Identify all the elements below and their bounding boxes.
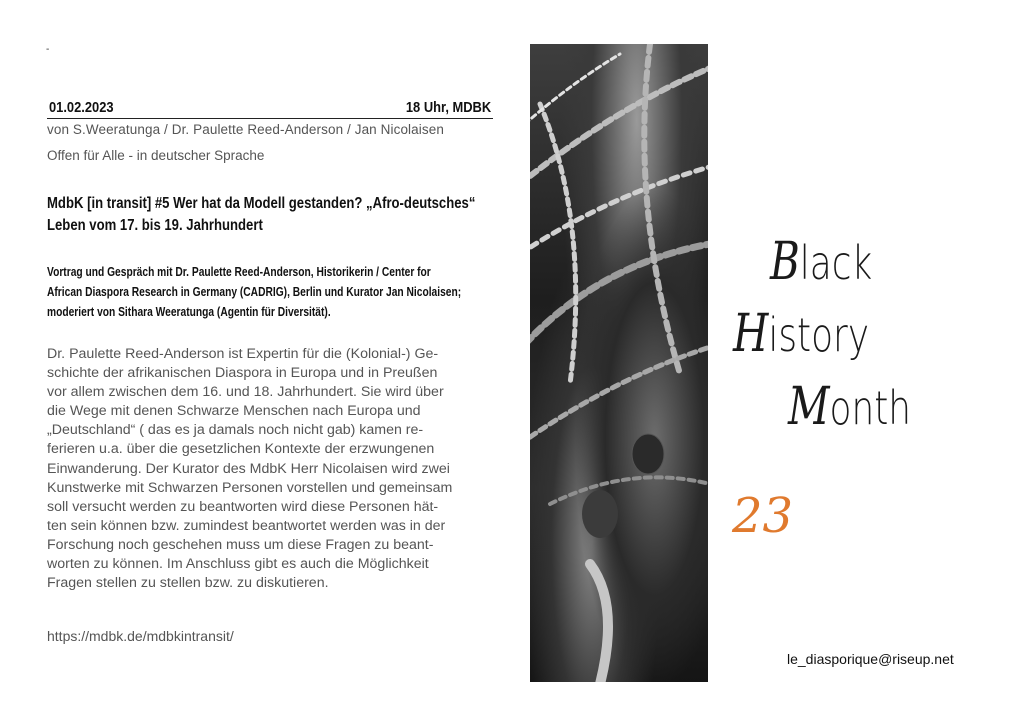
description-line: Dr. Paulette Reed-Anderson ist Expertin für die (Kolonial-) Ge- (47, 346, 439, 362)
event-time-place: 18 Uhr, MDBK (405, 99, 491, 116)
description-line: Kunstwerke mit Schwarzen Personen vorstellen und gemeinsam (47, 479, 453, 496)
feather-pattern (530, 44, 708, 682)
corner-marker: - (46, 44, 50, 55)
event-link[interactable]: https://mdbk.de/mdbkintransit/ (47, 628, 234, 644)
description-line: Fragen stellen zu stellen bzw. zu diskutieren. (47, 575, 329, 592)
subtitle-line: African Diaspora Research in Germany (CADRIG), Berlin und Kurator Jan Nicolaisen; (47, 284, 462, 299)
title-line: Leben vom 17. bis 19. Jahrhundert (47, 217, 263, 234)
description-line: Einwanderung. Der Kurator des MdbK Herr Nicolaisen wird zwei (47, 460, 450, 477)
brand-word-black: Black (770, 232, 873, 292)
brand-year: 23 (732, 488, 794, 544)
event-description (47, 345, 517, 593)
event-subtitle (47, 262, 495, 322)
event-audience: Offen für Alle - in deutscher Sprache (47, 148, 265, 163)
description-line: ten sein können bzw. zumindest beantwortet werden was in der (47, 517, 446, 534)
carnival-photo (530, 44, 708, 682)
subtitle-line: Vortrag und Gespräch mit Dr. Paulette Reed-Anderson, Historikerin / Center for (47, 264, 431, 279)
contact-email[interactable]: le_diasporique@riseup.net (787, 651, 954, 667)
event-header (47, 96, 493, 119)
description-line: Forschung noch geschehen muss um diese Fragen zu beant- (47, 536, 434, 553)
subtitle-line: moderiert von Sithara Weeratunga (Agentin für Diversität). (47, 304, 331, 319)
brand-word-month: Month (788, 377, 912, 437)
event-title (47, 193, 506, 237)
description-line: „Deutschland“ ( das es ja damals noch nicht gab) kamen re- (47, 422, 424, 439)
description-line: vor allem zwischen dem 16. und 18. Jahrhundert. Sie wird über (47, 384, 444, 401)
description-line: worten zu können. Im Anschluss gibt es auch die Möglichkeit (47, 556, 429, 573)
event-date: 01.02.2023 (49, 99, 114, 116)
event-byline: von S.Weeratunga / Dr. Paulette Reed-Anderson / Jan Nicolaisen (47, 122, 444, 137)
description-line: schichte der afrikanischen Diaspora in Europa und in Preußen (47, 365, 438, 382)
description-line: soll versucht werden zu beantworten wird diese Personen hät- (47, 498, 439, 515)
brand-word-history: History (733, 304, 870, 364)
title-line: MdbK [in transit] #5 Wer hat da Modell gestanden? „Afro-deutsches“ (47, 195, 476, 212)
description-line: ferieren u.a. über die gesetzlichen Kontexte der erzwungenen (47, 441, 435, 458)
description-line: die Wege mit denen Schwarze Menschen nach Europa und (47, 403, 421, 420)
